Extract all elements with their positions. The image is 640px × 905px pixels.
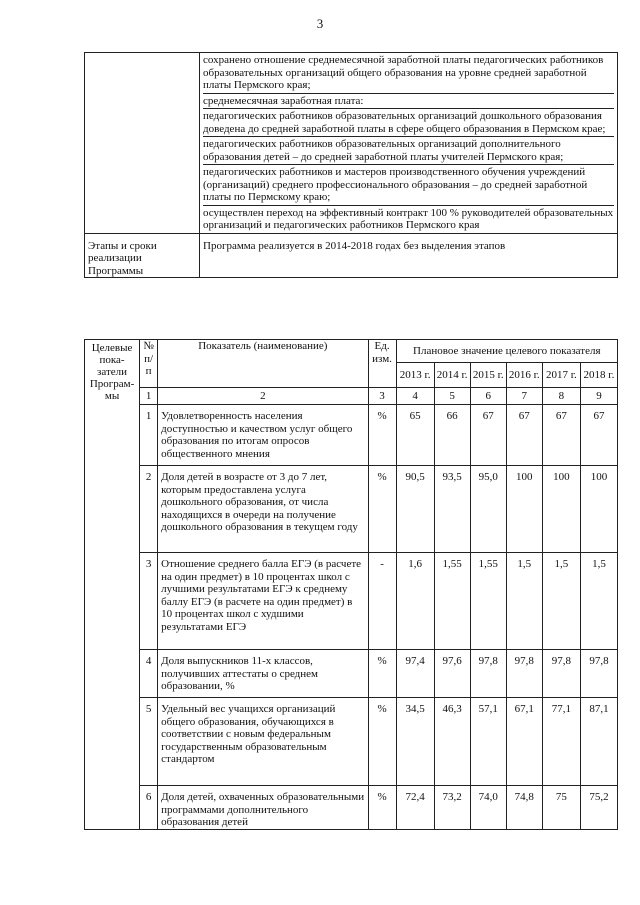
indicator-name: Отношение среднего балла ЕГЭ (в расчете на один предмет) в 10 процентах школ с лучшими результатами ЕГЭ к среднему баллу ЕГЭ (в расчете на один предмет) в 10 процентах школ с худшими результатами ЕГЭ	[158, 553, 368, 650]
column-number: 4	[396, 388, 434, 405]
value-cell: 87,1	[580, 698, 617, 786]
value-cell: 74,8	[506, 786, 542, 830]
indicator-name: Доля выпускников 11-х классов, получивших аттестаты о среднем образовании, %	[158, 650, 368, 698]
value-cell: 100	[580, 466, 617, 553]
value-cell: 97,4	[396, 650, 434, 698]
value-cell: 66	[434, 405, 470, 466]
value-cell: 100	[542, 466, 580, 553]
value-cell: 74,0	[470, 786, 506, 830]
value-cell: 57,1	[470, 698, 506, 786]
table-row	[85, 405, 618, 466]
column-number: 8	[542, 388, 580, 405]
indicator-name: Доля детей в возрасте от 3 до 7 лет, которым предоставлена услуга дошкольного образования, от числа находящихся в очереди на получение дошкольного образования в текущем году	[158, 466, 368, 553]
table-row	[85, 553, 618, 650]
stages-row	[85, 233, 618, 278]
value-cell: 73,2	[434, 786, 470, 830]
indicator-name: Удельный вес учащихся организаций общего образования, обучающихся в соответствии с новым федеральным государственным образовательным стандартом	[158, 698, 368, 786]
value-cell: 1,5	[542, 553, 580, 650]
row-number: 6	[140, 786, 158, 830]
value-cell: 67	[542, 405, 580, 466]
result-item: осуществлен переход на эффективный контракт 100 % руководителей образовательных организаций и педагогических работников Пермского края	[203, 206, 614, 231]
col-plan-header: Плановое значение целевого показателя	[396, 340, 617, 363]
value-cell: 1,5	[506, 553, 542, 650]
year-header: 2013 г.	[396, 363, 434, 388]
value-cell: 97,8	[506, 650, 542, 698]
indicator-unit: -	[368, 553, 396, 650]
value-cell: 72,4	[396, 786, 434, 830]
column-number: 5	[434, 388, 470, 405]
column-number: 1	[140, 388, 158, 405]
row-number: 1	[140, 405, 158, 466]
row-number: 3	[140, 553, 158, 650]
value-cell: 100	[506, 466, 542, 553]
side-label: Целевые пока-затели Програм-мы	[85, 340, 140, 830]
indicator-unit: %	[368, 786, 396, 830]
value-cell: 97,8	[470, 650, 506, 698]
header-row	[85, 340, 618, 363]
value-cell: 65	[396, 405, 434, 466]
value-cell: 67	[470, 405, 506, 466]
table-row	[85, 786, 618, 830]
value-cell: 34,5	[396, 698, 434, 786]
value-cell: 95,0	[470, 466, 506, 553]
indicator-unit: %	[368, 405, 396, 466]
column-number: 6	[470, 388, 506, 405]
value-cell: 77,1	[542, 698, 580, 786]
value-cell: 93,5	[434, 466, 470, 553]
value-cell: 1,55	[470, 553, 506, 650]
col-unit-header: Ед. изм.	[368, 340, 396, 388]
table-row	[85, 466, 618, 553]
indicator-unit: %	[368, 650, 396, 698]
value-cell: 97,8	[542, 650, 580, 698]
year-header: 2017 г.	[542, 363, 580, 388]
value-cell: 1,6	[396, 553, 434, 650]
column-number: 3	[368, 388, 396, 405]
value-cell: 67,1	[506, 698, 542, 786]
column-numbers-row	[85, 388, 618, 405]
col-number-header: № п/п	[140, 340, 158, 388]
value-cell: 1,5	[580, 553, 617, 650]
value-cell: 1,55	[434, 553, 470, 650]
value-cell: 97,6	[434, 650, 470, 698]
value-cell: 67	[506, 405, 542, 466]
page-number: 3	[316, 16, 324, 31]
indicator-name: Доля детей, охваченных образовательными программами дополнительного образования детей	[158, 786, 368, 830]
value-cell: 75	[542, 786, 580, 830]
value-cell: 67	[580, 405, 617, 466]
indicator-unit: %	[368, 698, 396, 786]
value-cell: 97,8	[580, 650, 617, 698]
result-item: педагогических работников и мастеров производственного обучения учреждений (организаций) среднего профессионального образования – до средней заработной платы по Пермскому краю;	[203, 165, 614, 206]
indicator-name: Удовлетворенность населения доступностью и качеством услуг общего образования по итогам опросов общественного мнения	[158, 405, 368, 466]
column-number: 9	[580, 388, 617, 405]
results-label-cell	[85, 53, 200, 234]
table-row	[85, 698, 618, 786]
value-cell: 46,3	[434, 698, 470, 786]
table-row	[85, 650, 618, 698]
result-item: педагогических работников образовательных организаций дополнительного образования детей – до средней заработной платы учителей Пермского края;	[203, 137, 614, 165]
year-header: 2015 г.	[470, 363, 506, 388]
column-number: 7	[506, 388, 542, 405]
year-header: 2016 г.	[506, 363, 542, 388]
results-cell	[200, 53, 618, 234]
row-number: 4	[140, 650, 158, 698]
value-cell: 75,2	[580, 786, 617, 830]
row-number: 5	[140, 698, 158, 786]
stages-label: Этапы и сроки реализации Программы	[85, 233, 200, 278]
column-number: 2	[158, 388, 368, 405]
row-number: 2	[140, 466, 158, 553]
program-passport-table	[84, 52, 618, 278]
year-header: 2018 г.	[580, 363, 617, 388]
year-header: 2014 г.	[434, 363, 470, 388]
result-item: сохранено отношение среднемесячной заработной платы педагогических работников образовательных организаций общего образования на уровне средней заработной платы Пермского края;	[203, 53, 614, 94]
indicator-unit: %	[368, 466, 396, 553]
stages-value: Программа реализуется в 2014-2018 годах без выделения этапов	[200, 233, 618, 278]
value-cell: 90,5	[396, 466, 434, 553]
col-name-header: Показатель (наименование)	[158, 340, 368, 388]
results-row	[85, 53, 618, 234]
result-item: педагогических работников образовательных организаций дошкольного образования доведена до средней заработной платы в сфере общего образования в Пермском крае;	[203, 109, 614, 137]
result-item: среднемесячная заработная плата:	[203, 94, 614, 110]
indicators-table	[84, 339, 618, 830]
